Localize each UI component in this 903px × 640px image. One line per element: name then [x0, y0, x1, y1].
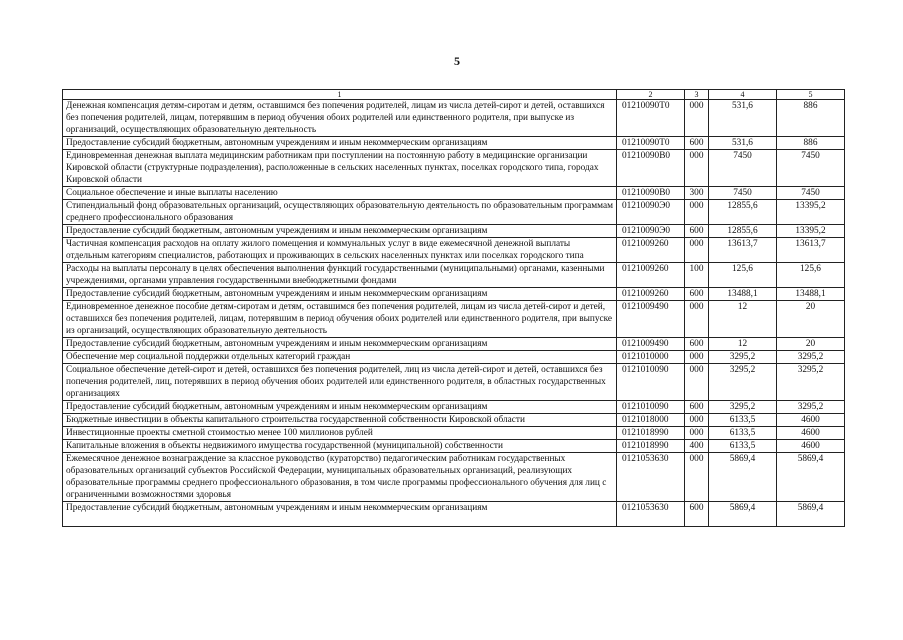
table-row	[63, 301, 845, 338]
row-code: 0121009260	[617, 238, 685, 263]
row-value-col4: 13613,7	[709, 238, 777, 263]
row-description: Стипендиальный фонд образовательных организаций, осуществляющих образовательную деятельность по образовательным программам среднего профессионального образования	[63, 200, 617, 225]
row-expense-type: 300	[685, 187, 709, 200]
row-code: 0121009260	[617, 263, 685, 288]
row-expense-type: 000	[685, 414, 709, 427]
budget-table	[62, 89, 845, 527]
table-row	[63, 100, 845, 137]
row-value-col5: 13488,1	[777, 288, 845, 301]
row-description: Единовременная денежная выплата медицинским работникам при поступлении на постоянную работу в медицинские организации Кировской области (структурные подразделения), расположенные в сельских населенных пунктах, поселках городского типа, городах Кировской области	[63, 150, 617, 187]
row-value-col5: 7450	[777, 150, 845, 187]
row-description: Единовременное денежное пособие детям-сиротам и детям, оставшимся без попечения родителей, лицам из числа детей-сирот и детей, оставшихся без попечения родителей, лицам, потерявшим в период обучения обоих родителей или единственного родителя, при выпуске из организаций, осуществляющих образовательную деятельность	[63, 301, 617, 338]
table-row	[63, 187, 845, 200]
row-value-col5: 7450	[777, 187, 845, 200]
row-value-col4: 3295,2	[709, 351, 777, 364]
table-row	[63, 453, 845, 502]
row-description: Ежемесячное денежное вознаграждение за классное руководство (кураторство) педагогическим работникам государственных образовательных организаций субъектов Российской Федерации, муниципальных образовательных организаций, реализующих образовательные программы среднего профессионального образования, в том числе программы профессионального обучения для лиц с ограниченными возможностями здоровья	[63, 453, 617, 502]
row-expense-type: 000	[685, 301, 709, 338]
row-value-col4: 12	[709, 301, 777, 338]
table-row	[63, 338, 845, 351]
row-expense-type: 400	[685, 440, 709, 453]
row-value-col4: 12	[709, 338, 777, 351]
row-value-col4: 531,6	[709, 100, 777, 137]
row-code: 0121053630	[617, 502, 685, 527]
row-description: Предоставление субсидий бюджетным, автономным учреждениям и иным некоммерческим организациям	[63, 288, 617, 301]
row-expense-type: 600	[685, 137, 709, 150]
row-expense-type: 000	[685, 427, 709, 440]
table-row	[63, 351, 845, 364]
row-value-col5: 886	[777, 137, 845, 150]
row-expense-type: 000	[685, 351, 709, 364]
row-expense-type: 600	[685, 502, 709, 527]
table-body	[63, 100, 845, 527]
row-code: 01210090Э0	[617, 225, 685, 238]
row-value-col5: 20	[777, 301, 845, 338]
row-description: Предоставление субсидий бюджетным, автономным учреждениям и иным некоммерческим организациям	[63, 401, 617, 414]
row-value-col5: 13395,2	[777, 225, 845, 238]
row-expense-type: 600	[685, 338, 709, 351]
row-value-col5: 3295,2	[777, 364, 845, 401]
row-value-col4: 12855,6	[709, 225, 777, 238]
row-description: Предоставление субсидий бюджетным, автономным учреждениям и иным некоммерческим организациям	[63, 137, 617, 150]
row-expense-type: 000	[685, 453, 709, 502]
row-code: 0121009490	[617, 301, 685, 338]
row-code: 0121053630	[617, 453, 685, 502]
row-value-col5: 5869,4	[777, 453, 845, 502]
row-value-col4: 6133,5	[709, 440, 777, 453]
row-value-col4: 13488,1	[709, 288, 777, 301]
row-value-col4: 5869,4	[709, 453, 777, 502]
row-code: 0121010090	[617, 364, 685, 401]
row-code: 0121018990	[617, 427, 685, 440]
row-value-col5: 3295,2	[777, 351, 845, 364]
row-code: 01210090Т0	[617, 100, 685, 137]
column-number-row	[63, 90, 845, 100]
row-description: Социальное обеспечение и иные выплаты населению	[63, 187, 617, 200]
row-value-col4: 7450	[709, 150, 777, 187]
column-header: 3	[685, 90, 709, 100]
row-description: Предоставление субсидий бюджетным, автономным учреждениям и иным некоммерческим организациям	[63, 338, 617, 351]
column-header: 1	[63, 90, 617, 100]
row-value-col5: 125,6	[777, 263, 845, 288]
row-description: Капитальные вложения в объекты недвижимого имущества государственной (муниципальной) собственности	[63, 440, 617, 453]
row-value-col4: 3295,2	[709, 364, 777, 401]
table-row	[63, 414, 845, 427]
row-value-col4: 5869,4	[709, 502, 777, 527]
table-row	[63, 263, 845, 288]
row-description: Обеспечение мер социальной поддержки отдельных категорий граждан	[63, 351, 617, 364]
row-expense-type: 000	[685, 200, 709, 225]
table-row	[63, 502, 845, 527]
row-description: Предоставление субсидий бюджетным, автономным учреждениям и иным некоммерческим организациям	[63, 225, 617, 238]
row-expense-type: 100	[685, 263, 709, 288]
row-value-col4: 12855,6	[709, 200, 777, 225]
page-number: 5	[454, 54, 460, 68]
row-expense-type: 600	[685, 288, 709, 301]
row-value-col5: 13613,7	[777, 238, 845, 263]
row-expense-type: 000	[685, 150, 709, 187]
row-expense-type: 600	[685, 225, 709, 238]
row-value-col4: 125,6	[709, 263, 777, 288]
row-description: Бюджетные инвестиции в объекты капитального строительства государственной собственности Кировской области	[63, 414, 617, 427]
table-row	[63, 364, 845, 401]
row-description: Инвестиционные проекты сметной стоимостью менее 100 миллионов рублей	[63, 427, 617, 440]
row-value-col5: 5869,4	[777, 502, 845, 527]
table-row	[63, 137, 845, 150]
row-description: Расходы на выплаты персоналу в целях обеспечения выполнения функций государственными (муниципальными) органами, казенными учреждениями, органами управления государственными внебюджетными фондами	[63, 263, 617, 288]
row-expense-type: 600	[685, 401, 709, 414]
row-value-col5: 20	[777, 338, 845, 351]
row-code: 0121018000	[617, 414, 685, 427]
table-row	[63, 288, 845, 301]
table-row	[63, 238, 845, 263]
row-value-col5: 4600	[777, 440, 845, 453]
table-row	[63, 225, 845, 238]
column-header: 4	[709, 90, 777, 100]
row-description: Частичная компенсация расходов на оплату жилого помещения и коммунальных услуг в виде ежемесячной денежной выплаты отдельным категориям специалистов, работающих и проживающих в сельских населенных пунктах или поселках городского типа	[63, 238, 617, 263]
row-value-col5: 886	[777, 100, 845, 137]
row-description: Предоставление субсидий бюджетным, автономным учреждениям и иным некоммерческим организациям	[63, 502, 617, 527]
row-code: 0121009260	[617, 288, 685, 301]
row-code: 01210090В0	[617, 187, 685, 200]
row-value-col4: 6133,5	[709, 414, 777, 427]
column-header: 2	[617, 90, 685, 100]
row-expense-type: 000	[685, 100, 709, 137]
table-row	[63, 150, 845, 187]
row-value-col5: 4600	[777, 427, 845, 440]
row-expense-type: 000	[685, 238, 709, 263]
row-code: 01210090В0	[617, 150, 685, 187]
row-description: Денежная компенсация детям-сиротам и детям, оставшимся без попечения родителей, лицам из числа детей-сирот и детей, оставшихся без попечения родителей, лицам, потерявшим в период обучения обоих родителей или единственного родителя, при выпуске из организаций, осуществляющих образовательную деятельность	[63, 100, 617, 137]
row-value-col5: 4600	[777, 414, 845, 427]
table-row	[63, 200, 845, 225]
table-row	[63, 427, 845, 440]
row-value-col4: 3295,2	[709, 401, 777, 414]
row-value-col5: 3295,2	[777, 401, 845, 414]
row-code: 0121010000	[617, 351, 685, 364]
table-row	[63, 440, 845, 453]
row-value-col4: 6133,5	[709, 427, 777, 440]
row-value-col4: 531,6	[709, 137, 777, 150]
row-code: 01210090Т0	[617, 137, 685, 150]
row-code: 01210090Э0	[617, 200, 685, 225]
row-code: 0121010090	[617, 401, 685, 414]
row-code: 0121018990	[617, 440, 685, 453]
row-code: 0121009490	[617, 338, 685, 351]
row-value-col5: 13395,2	[777, 200, 845, 225]
row-description: Социальное обеспечение детей-сирот и детей, оставшихся без попечения родителей, лиц из числа детей-сирот и детей, оставшихся без попечения родителей, лиц, потерявших в период обучения обоих родителей или единственного родителя, в областных государственных организациях	[63, 364, 617, 401]
row-value-col4: 7450	[709, 187, 777, 200]
row-expense-type: 000	[685, 364, 709, 401]
table-row	[63, 401, 845, 414]
column-header: 5	[777, 90, 845, 100]
